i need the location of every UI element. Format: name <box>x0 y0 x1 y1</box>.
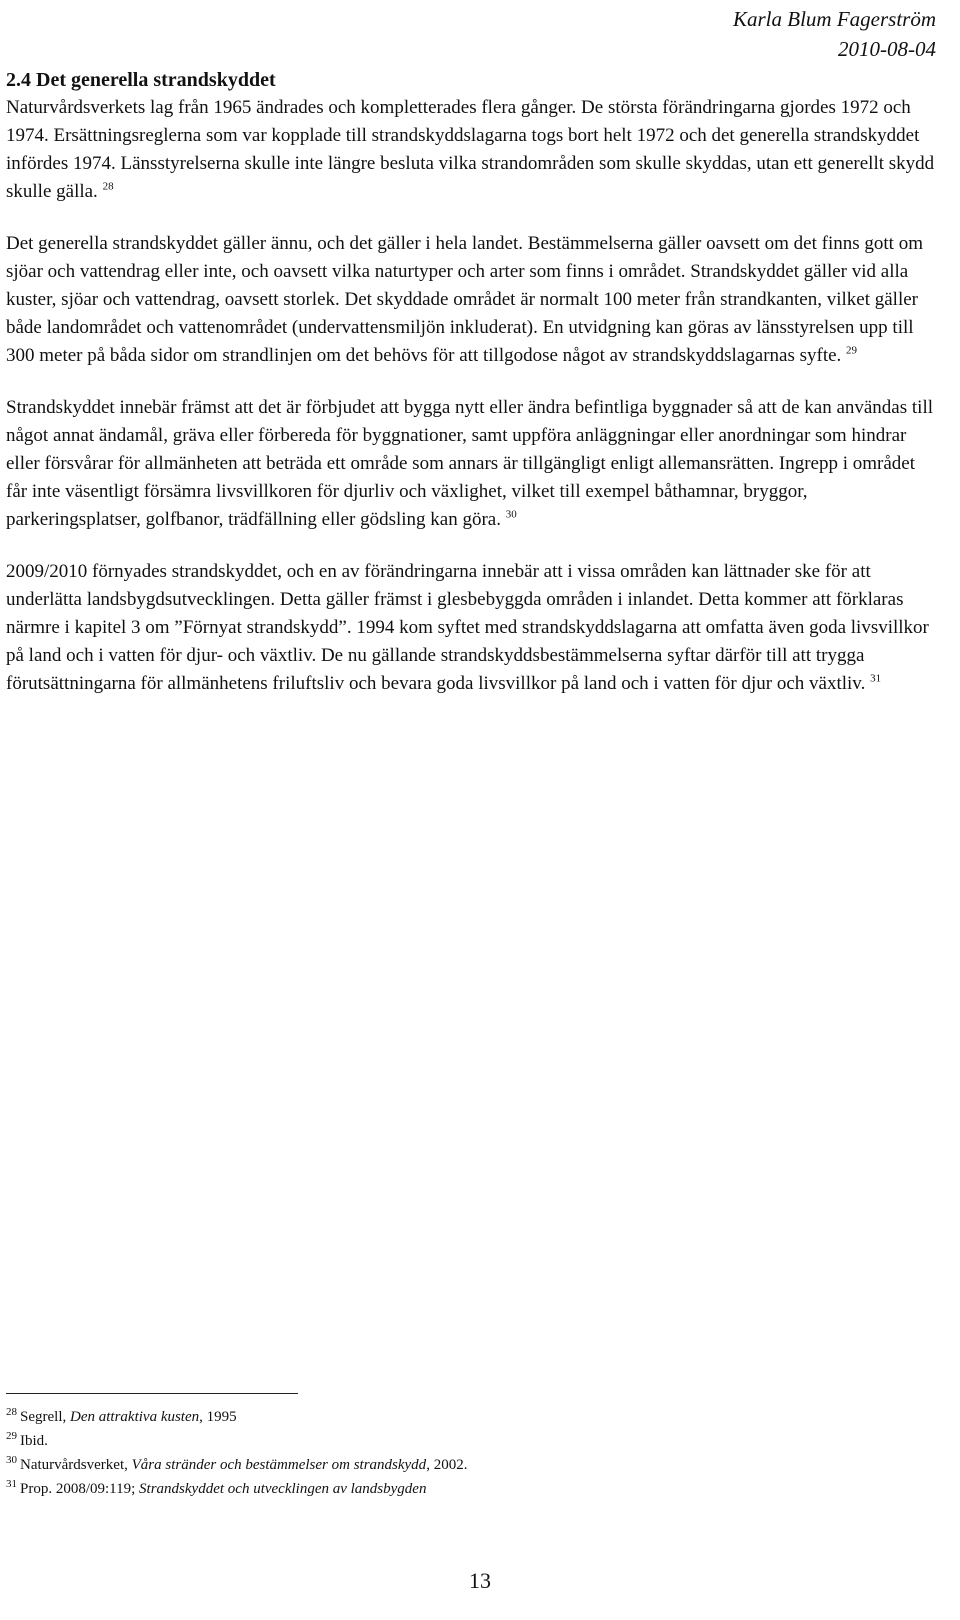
footnote-title: Våra stränder och bestämmelser om strandskydd <box>131 1457 427 1473</box>
footnote-ref-28: 28 <box>102 180 114 193</box>
paragraph-2 <box>6 230 936 370</box>
header-author: Karla Blum Fagerström <box>732 7 936 31</box>
footnote-text-end: , 1995 <box>199 1409 237 1425</box>
footnote-29 <box>6 1429 926 1453</box>
section-heading: 2.4 Det generella strandskyddet <box>6 69 276 91</box>
paragraph-1-text: Naturvårdsverkets lag från 1965 ändrades och kompletterades flera gånger. De största förändringarna gjordes 1972 och 1974. Ersättningsreglerna som var kopplade till strandskyddslagarna togs bort helt 1972 och det generella strandskyddet infördes 1974. Länsstyrelserna skulle inte längre besluta vilka strandområden som skulle skyddas, utan ett generellt skydd skulle gälla. <box>6 97 935 202</box>
footnote-28 <box>6 1405 926 1429</box>
footnote-30 <box>6 1453 926 1477</box>
footnote-text-end: , 2002. <box>426 1457 468 1473</box>
footnote-number: 31 <box>6 1478 17 1490</box>
footnote-31 <box>6 1477 926 1501</box>
page-header <box>733 4 936 64</box>
footnote-title: Den attraktiva kusten <box>70 1409 200 1425</box>
paragraph-3 <box>6 394 936 534</box>
main-content <box>6 68 936 722</box>
footnote-ref-30: 30 <box>505 508 517 521</box>
footnote-text: Prop. 2008/09:119; <box>20 1481 140 1497</box>
footnote-ref-29: 29 <box>846 344 858 357</box>
page-number: 13 <box>469 1568 491 1593</box>
paragraph-3-text: Strandskyddet innebär främst att det är förbjudet att bygga nytt eller ändra befintliga byggnader så att de kan användas till något annat ändamål, gräva eller förbereda för byggnationer, samt uppföra anläggningar eller anordningar som hindrar eller försvårar för allmänheten att beträda ett område som annars är tillgängligt enligt allemansrätten. Ingrepp i området får inte väsentligt försämra livsvillkoren för djurliv och växlighet, vilket till exempel båthamnar, bryggor, parkeringsplatser, golfbanor, trädfällning eller gödsling kan göra. <box>6 397 934 530</box>
paragraph-2-text: Det generella strandskyddet gäller ännu, och det gäller i hela landet. Bestämmelserna gäller oavsett om det finns gott om sjöar och vattendrag eller inte, och oavsett vilka naturtyper och arter som finns i området. Strandskyddet gäller vid alla kuster, sjöar och vattendrag, oavsett storlek. Det skyddade området är normalt 100 meter från strandkanten, vilket gäller både landområdet och vattenområdet (undervattensmiljön inkluderat). En utvidgning kan göras av länsstyrelsen upp till 300 meter på båda sidor om strandlinjen om det behövs för att tillgodose något av strandskyddslagarnas syfte. <box>6 233 923 366</box>
footnote-divider <box>6 1393 298 1394</box>
paragraph-1 <box>6 94 936 206</box>
header-date: 2010-08-04 <box>838 37 936 61</box>
footnote-number: 30 <box>6 1454 17 1466</box>
footnotes <box>6 1405 926 1501</box>
paragraph-4-text: 2009/2010 förnyades strandskyddet, och en av förändringarna innebär att i vissa områden kan lättnader ske för att underlätta landsbygdsutvecklingen. Detta gäller främst i glesbebyggda områden i inlandet. Detta kommer att förklaras närmre i kapitel 3 om ”Förnyat strandskydd”. 1994 kom syftet med strandskyddslagarna att omfatta även goda livsvillkor på land och i vatten för djur- och växtliv. De nu gällande strandskyddsbestämmelserna syftar därför till att trygga förutsättningarna för allmänhetens friluftsliv och bevara goda livsvillkor på land och i vatten för djur och växtliv. <box>6 561 929 694</box>
footnote-text: Ibid. <box>20 1433 48 1449</box>
footnote-number: 29 <box>6 1430 17 1442</box>
footnote-title: Strandskyddet och utvecklingen av landsbygden <box>139 1481 427 1497</box>
footnote-text: Naturvårdsverket, <box>20 1457 132 1473</box>
footnote-number: 28 <box>6 1406 17 1418</box>
paragraph-4 <box>6 558 936 698</box>
footnote-ref-31: 31 <box>870 672 882 685</box>
footnote-text: Segrell, <box>20 1409 70 1425</box>
